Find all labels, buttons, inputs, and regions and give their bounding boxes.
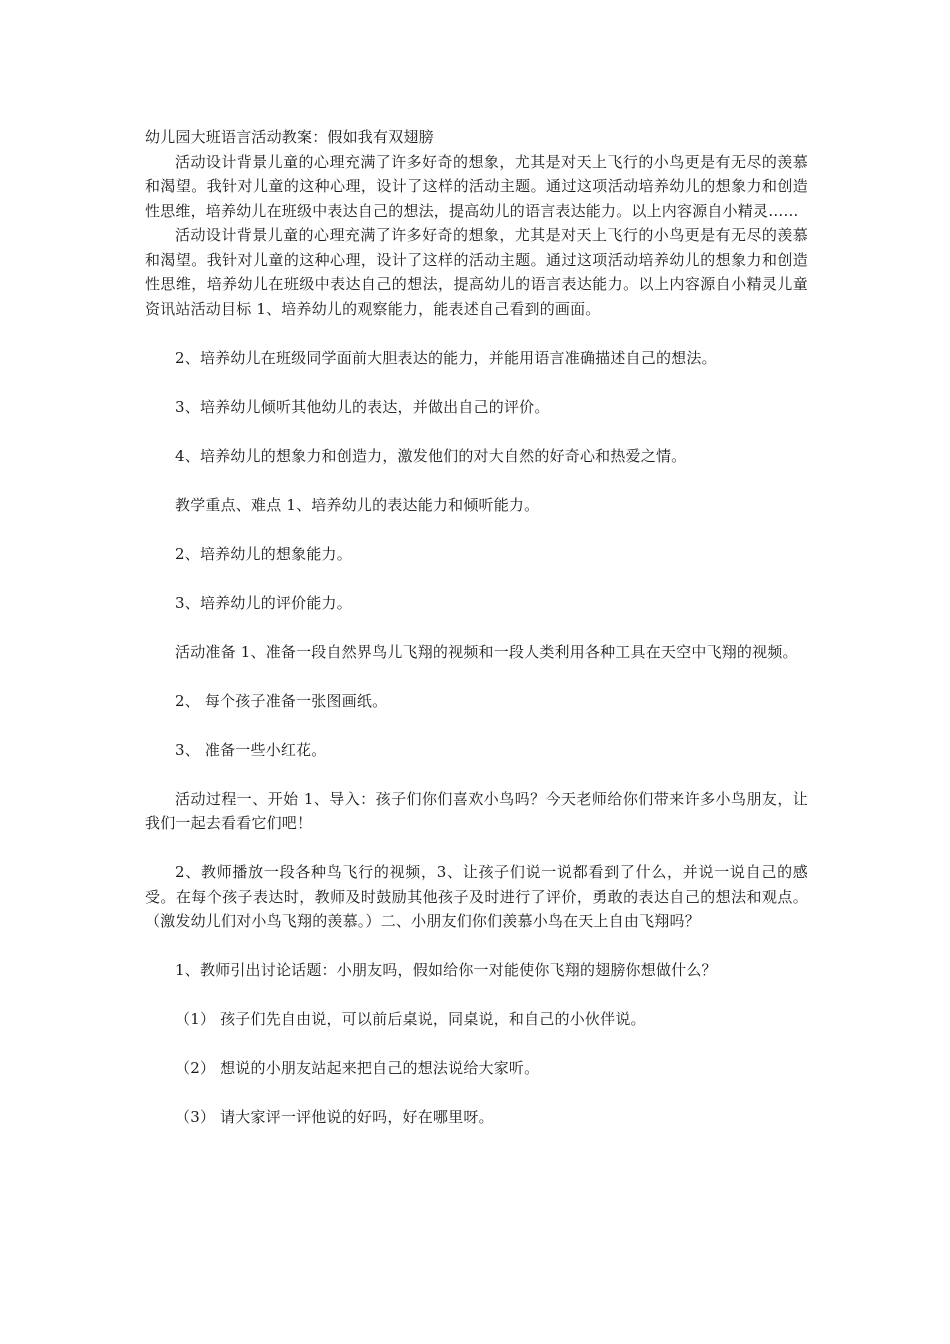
paragraph-goal-2: 2、培养幼儿在班级同学面前大胆表达的能力，并能用语言准确描述自己的想法。 — [175, 348, 717, 367]
paragraph-key-points-2: 2、培养幼儿的想象能力。 — [175, 544, 352, 563]
paragraph-process-2: 2、教师播放一段各种鸟飞行的视频，3、让孩子们说一说都看到了什么，并说一说自己的感受。在每个孩子表达时，教师及时鼓励其他孩子及时进行了评价，勇敢的表达自己的想法和观点。（激发幼儿们对小鸟飞翔的羡慕。）二、小朋友们你们羡慕小鸟在天上自由飞翔吗？ — [145, 863, 808, 930]
paragraph-process-1: 活动过程一、开始 1、导入：孩子们你们喜欢小鸟吗？今天老师给你们带来许多小鸟朋友，让我们一起去看看它们吧！ — [145, 789, 808, 832]
paragraph-prep-2: 2、 每个孩子准备一张图画纸。 — [175, 691, 388, 710]
paragraph-discussion-step-3: （3） 请大家评一评他说的好吗，好在哪里呀。 — [175, 1108, 494, 1126]
paragraph-key-points-3: 3、培养幼儿的评价能力。 — [175, 593, 352, 612]
paragraph-key-points-1: 教学重点、难点 1、培养幼儿的表达能力和倾听能力。 — [175, 495, 540, 514]
paragraph-discussion-step-2: （2） 想说的小朋友站起来把自己的想法说给大家听。 — [175, 1059, 540, 1077]
paragraph-prep-3: 3、 准备一些小红花。 — [175, 740, 327, 759]
paragraph-background-2: 活动设计背景儿童的心理充满了许多好奇的想象，尤其是对天上飞行的小鸟更是有无尽的羡慕和渴望。我针对儿童的这种心理，设计了这样的活动主题。通过这项活动培养幼儿的想象力和创造性思维，培养幼儿在班级中表达自己的想法，提高幼儿的语言表达能力。以上内容源自小精灵儿童资讯站活动目标 1、培养幼儿的观察能力，能表述自己看到的画面。 — [145, 226, 808, 318]
document-page — [145, 125, 808, 1130]
paragraph-discussion-step-1: （1） 孩子们先自由说，可以前后桌说，同桌说，和自己的小伙伴说。 — [175, 1010, 646, 1028]
document-title: 幼儿园大班语言活动教案：假如我有双翅膀 — [145, 128, 434, 146]
paragraph-background-1: 活动设计背景儿童的心理充满了许多好奇的想象，尤其是对天上飞行的小鸟更是有无尽的羡慕和渴望。我针对儿童的这种心理，设计了这样的活动主题。通过这项活动培养幼儿的想象力和创造性思维，培养幼儿在班级中表达自己的想法，提高幼儿的语言表达能力。以上内容源自小精灵…… — [145, 152, 808, 220]
paragraph-discussion-1: 1、教师引出讨论话题：小朋友吗，假如给你一对能使你飞翔的翅膀你想做什么？ — [175, 961, 717, 979]
paragraph-goal-3: 3、培养幼儿倾听其他幼儿的表达，并做出自己的评价。 — [175, 397, 550, 416]
paragraph-prep-1: 活动准备 1、准备一段自然界鸟儿飞翔的视频和一段人类利用各种工具在天空中飞翔的视频。 — [175, 642, 798, 661]
paragraph-goal-4: 4、培养幼儿的想象力和创造力，激发他们的对大自然的好奇心和热爱之情。 — [175, 446, 687, 465]
